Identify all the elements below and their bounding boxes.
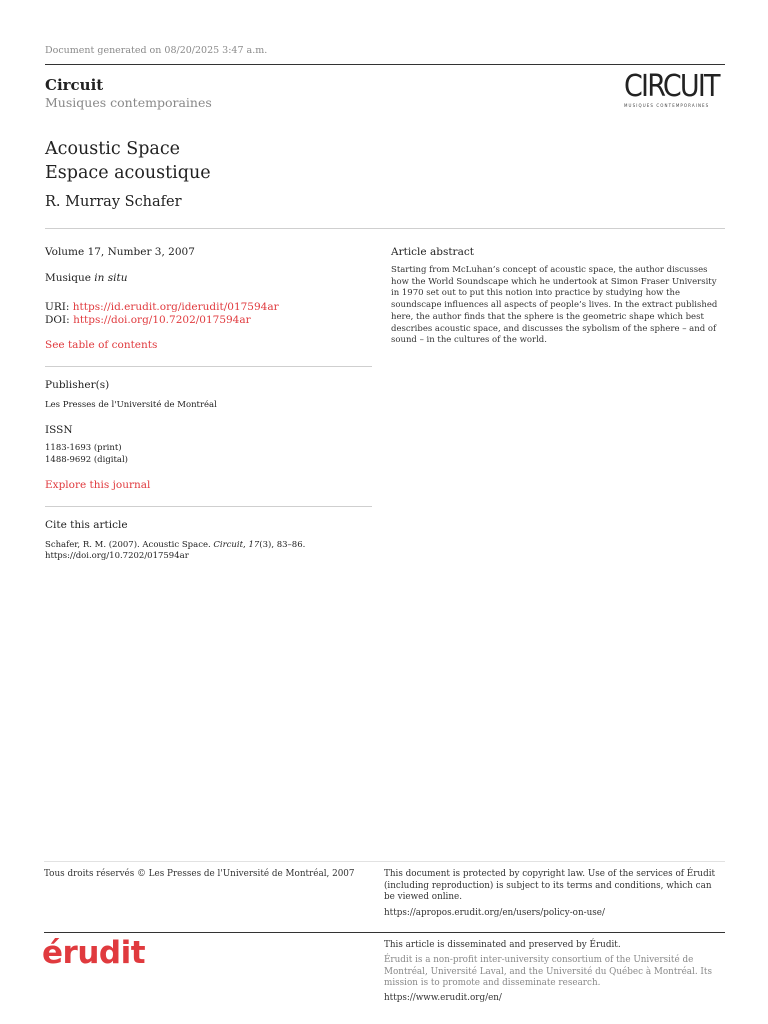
- rights-notice: Tous droits réservés © Les Presses de l'Université de Montréal, 2007: [44, 869, 355, 879]
- generated-notice: Document generated on 08/20/2025 3:47 a.m.: [45, 45, 268, 56]
- circuit-logo: [624, 69, 728, 108]
- erudit-description: Érudit is a non-profit inter-university consortium of the Université de Montréal, Université Laval, and the Université du Québec à Montréal. Its mission is to promote and disseminate research.: [384, 955, 712, 988]
- policy-link[interactable]: https://apropos.erudit.org/en/users/policy-on-use/: [384, 908, 605, 918]
- doi-link[interactable]: https://doi.org/10.7202/017594ar: [73, 314, 251, 326]
- issn-print: 1183-1693 (print): [45, 443, 122, 453]
- circuit-logo-tagline: MUSIQUES CONTEMPORAINES: [624, 103, 710, 108]
- cite-heading: Cite this article: [45, 519, 128, 531]
- citation-text: Schafer, R. M. (2007). Acoustic Space. Circuit, 17(3), 83–86.: [45, 540, 306, 550]
- uri-line: URI: https://id.erudit.org/iderudit/017594ar: [45, 301, 279, 313]
- article-title-en: Acoustic Space: [45, 139, 181, 159]
- journal-subtitle: Musiques contemporaines: [45, 95, 212, 110]
- disseminated-notice: This article is disseminated and preserved by Érudit.: [384, 940, 621, 950]
- journal-title: Circuit: [45, 76, 104, 94]
- top-divider: [45, 64, 725, 65]
- citation-doi: https://doi.org/10.7202/017594ar: [45, 551, 189, 561]
- issn-digital: 1488-9692 (digital): [45, 455, 128, 465]
- left-divider-1: [45, 366, 372, 367]
- article-title-fr: Espace acoustique: [45, 163, 211, 183]
- abstract-heading: Article abstract: [391, 246, 474, 258]
- volume-info: Volume 17, Number 3, 2007: [45, 246, 195, 258]
- circuit-logo-text: CIRCUIT: [624, 69, 719, 104]
- publisher-name: Les Presses de l'Université de Montréal: [45, 400, 217, 410]
- uri-link[interactable]: https://id.erudit.org/iderudit/017594ar: [72, 301, 279, 313]
- erudit-logo: érudit: [42, 935, 146, 971]
- explore-journal-link[interactable]: Explore this journal: [45, 479, 151, 491]
- issn-heading: ISSN: [45, 424, 73, 436]
- doi-line: DOI: https://doi.org/10.7202/017594ar: [45, 314, 251, 326]
- publisher-heading: Publisher(s): [45, 379, 110, 391]
- erudit-website-link[interactable]: https://www.erudit.org/en/: [384, 993, 502, 1003]
- article-author: R. Murray Schafer: [45, 194, 182, 210]
- abstract-text: Starting from McLuhan’s concept of acoustic space, the author discusses how the World Soundscape which he undertook at Simon Fraser University in 1970 set out to put this notion into practice by studying how the soundscape influences all aspects of people’s lives. In the extract published here, the author finds that the sphere is the geometric shape which best describes acoustic space, and discusses the sybolism of the sphere – and of sound – in the cultures of the world.: [391, 265, 718, 346]
- issue-theme: Musique in situ: [45, 272, 128, 284]
- erudit-divider: [44, 932, 725, 933]
- left-divider-2: [45, 506, 372, 507]
- header-divider: [45, 228, 725, 229]
- table-of-contents-link[interactable]: See table of contents: [45, 339, 158, 351]
- footer-divider: [44, 861, 725, 862]
- copyright-notice: This document is protected by copyright law. Use of the services of Érudit (including reproduction) is subject to its terms and conditions, which can be viewed online.: [384, 869, 716, 902]
- article-title: [45, 137, 211, 185]
